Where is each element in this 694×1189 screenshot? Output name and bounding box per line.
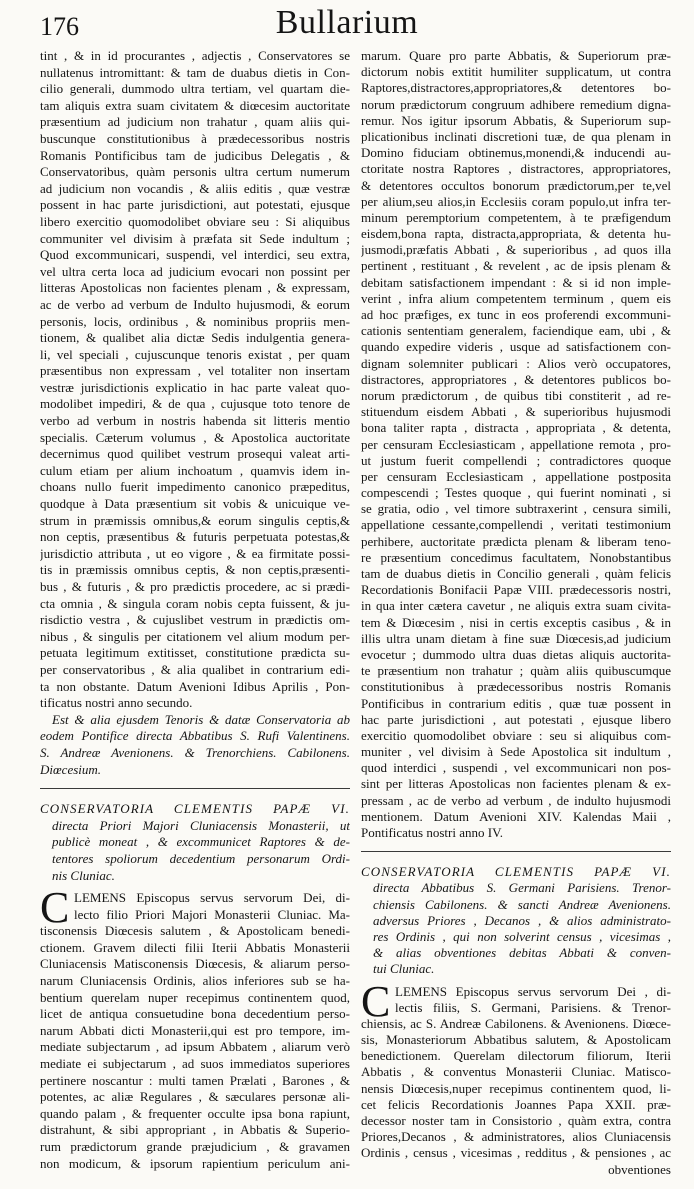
text-line: perhibere, auctoritate prædicta plenam & liberam teno- <box>361 533 671 549</box>
text-line: per alium,seu alios,in Ecclesiis coram populo,ut infra ter- <box>361 193 671 209</box>
text-line: compescendi ; Testes quoque , qui fuerint nominati , si <box>361 485 671 501</box>
text-line: petuata legitimum extitisset, constitutione prædicta su- <box>40 645 350 661</box>
document-heading <box>40 801 350 884</box>
document-body <box>361 976 671 1178</box>
text-line: te præsentium non trahatur ; quàm aliis quibuscumque <box>361 663 671 679</box>
note-line: S. Andreæ Avenionens. & Trenorchiens. Cabilonens. <box>40 744 350 760</box>
text-line: per censuram Ecclesiasticam , appellatione postposita <box>361 468 671 484</box>
text-line: decernimus quod quilibet vestrum prosequi valeat arti- <box>40 446 350 462</box>
text-line: choans nullo fuerit impedimento canonico præpeditus, <box>40 479 350 495</box>
body-lines <box>40 883 350 1172</box>
heading-line: directa Priori Majori Cluniacensis Monasterii, ut <box>52 817 350 833</box>
text-line: dignam solemniter publicari : Alios verò occupatores, <box>361 355 671 371</box>
drop-cap-initial: C <box>40 883 70 933</box>
body-line: pertinere noscantur : multi tamen Prælati , Barones , & <box>40 1072 350 1088</box>
text-line: præsentibus non expressam , vel totaliter non insertam <box>40 363 350 379</box>
heading-line: publicè moneat , & excommunicet Raptores & de- <box>52 834 350 850</box>
text-line: quando expedire videris , usque ad satisfactionem con- <box>361 339 671 355</box>
body-line: benedictionem. Querelam dilectorum filiorum, Iterii <box>361 1048 671 1064</box>
text-line: norum prædictorum congruum adhibere remedium digna- <box>361 96 671 112</box>
text-line: quodque à Data præsentium sit vobis & unicuique ve- <box>40 496 350 512</box>
body-line: ctionem. Gravem dilecti filii Iterii Abbatis Monasterii <box>40 939 350 955</box>
heading-line: chiensis Cabilonens. & sancti Andreæ Avenionens. <box>373 896 671 912</box>
text-line: cilio generali, dummodo ultra tertiam, vel quartam die- <box>40 81 350 97</box>
text-line: mentionem. Datum Avenioni XIV. Kalendas Maii , <box>361 808 671 824</box>
body-line: cet felicis Recordationis Joannes Papa XXII. præ- <box>361 1096 671 1112</box>
text-line: remur. Nos igitur ipsorum Abbatis, & Superiorum sup- <box>361 112 671 128</box>
text-line: ta non obstante. Datum Avenioni Idibus Aprilis , Pon- <box>40 678 350 694</box>
body-line: rum prædictorum grande præjudicium , & gravamen <box>40 1139 350 1154</box>
text-line: tis in præmissis omnibus ceptis, & non ceptis,præsenti- <box>40 562 350 578</box>
heading-line: tui Cluniac. <box>373 961 435 977</box>
text-line: vel ultra certa loca ad judicium evocari non possint per <box>40 263 350 279</box>
body-line: tisconensis Diœcesis salutem , & Apostolicam benedi- <box>40 923 350 939</box>
text-line: stituendum eisdem Abbati , & superioribus hujusmodi <box>361 404 671 420</box>
text-line: tam de duabus dietis in Concilio generali , quàm felicis <box>361 566 671 581</box>
text-line: nibus , & singulis per citationem vel alium modum per- <box>40 628 350 644</box>
text-line: quod interdici , suspendi , vel excommunicari non pos- <box>361 760 671 776</box>
text-line: Recordationis Bonifacii Papæ VIII. prædecessoris nostri, <box>361 582 671 598</box>
text-line: præsentium ad judicium non trahatur , quam aliis qui- <box>40 114 350 130</box>
text-line: eisdem,bona rapta, distracta,appropriata, & detenta hu- <box>361 226 671 242</box>
text-line: ut justum fuerit compellendi ; contradictores quoque <box>361 452 671 468</box>
text-line: illis ultra unam dietam à fine suæ Diœcesis,ad judicium <box>361 630 671 646</box>
text-line: non ceptis, præsentibus & futuris perpetuata potestas,& <box>40 529 350 545</box>
body-line: potentes, ac aliæ Regulares , & sæculares personæ ali- <box>40 1089 350 1105</box>
text-line: communiter vel divisim à præfata sit Sede indultum ; <box>40 230 350 246</box>
body-line: non modicum, & ipsorum rapientium periculum ani- <box>40 1155 350 1171</box>
body-line: Abbatis , & conventus Monasterii Cluniac. Matisco- <box>361 1064 671 1080</box>
heading-lines <box>40 818 350 884</box>
heading-line: directa Abbatibus S. Germani Parisiens. Trenor- <box>373 880 671 896</box>
text-line: in qua inter cætera cavetur , ne aliquis extra suam civita- <box>361 598 671 614</box>
text-line: possent in hac parte jurisdictioni, aut potestati, ejusque <box>40 197 350 213</box>
text-line: Romanis Pontificibus tam de judicibus Delegatis , & <box>40 147 350 163</box>
note-line: Est & alia ejusdem Tenoris & datæ Conservatoria ab <box>52 711 350 727</box>
text-line: tem & Diœcesim , nisi in certis exceptis casibus , & in <box>361 614 671 630</box>
text-line: bus , & futuris , & pro prædictis procedere, ac si prædi- <box>40 579 350 594</box>
text-line: se gratia, odio , vel timore subtraxerint , censura simili, <box>361 501 671 517</box>
text-line: hac parte jurisdictioni , aut potestati , ejusque libero <box>361 711 671 727</box>
text-line: Quod excommunicari, suspendi, vel interdici, seu extra, <box>40 247 350 263</box>
text-line: tificatus nostri anno secundo. <box>40 695 193 711</box>
text-line: Conservatoribus, quàm personis ultra certum numerum <box>40 164 350 180</box>
text-line: libero exercitio quomodolibet obviare seu : Si aliquibus <box>40 213 350 229</box>
text-line: verint , infra alium competentem terminum , quem eis <box>361 290 671 306</box>
body-line: lecto filio Priori Majori Monasterii Cluniac. Ma- <box>74 906 350 922</box>
section-rule <box>40 788 350 789</box>
text-line: muniter , vel divisim à Sede Apostolica sit indultum , <box>361 744 671 760</box>
text-line: ad hoc præfiges, ex tunc in eos proferendi excommuni- <box>361 307 671 322</box>
body-line: LEMENS Episcopus servus servorum Dei, di- <box>74 890 350 906</box>
text-line: pertinent , restituant , & revelent , ac de ipsis plenam & <box>361 258 671 274</box>
body-line: chiensis, ac S. Andreæ Cabilonens. & Avenionens. Diœce- <box>361 1015 671 1031</box>
text-line: dictorum nobis extitit humiliter supplicatum, ut contra <box>361 64 671 80</box>
text-line: sint per litteras Apostolicas non facientes plenam & ex- <box>361 776 671 792</box>
text-line: modolibet impediri, & de qua , cujusque toto tenore de <box>40 396 350 412</box>
editorial-note <box>40 712 350 778</box>
left-column <box>40 48 350 1172</box>
text-line: tam aliquis extra suam civitatem & diœcesim auctoritate <box>40 97 350 113</box>
body-line: bentium querelam nuper recepimus continentem quod, <box>40 989 350 1005</box>
document-body <box>40 883 350 1172</box>
text-line: specialis. Cæterum volumus , & Apostolica auctoritate <box>40 429 350 445</box>
note-line: Diœcesium. <box>40 761 102 777</box>
body-line: quando palam , & frequenter occulte ipsa bona rapiunt, <box>40 1105 350 1121</box>
body-line: decessor noster tam in Consistorio , quàm extra, contra <box>361 1113 671 1128</box>
body-line: lectis filiis, S. Germani, Parisiens. & Trenor- <box>395 999 671 1015</box>
body-line: mediate ei subjectarum , ad suos immediatos superiores <box>40 1056 350 1072</box>
page-number: 176 <box>40 12 79 41</box>
text-line: constitutionibus à prædecessoribus nostris Romanis <box>361 679 671 695</box>
body-line: narum Abbati dicti Monasterii,qui est pro tempore, im- <box>40 1022 350 1038</box>
continued-text <box>40 48 350 712</box>
text-line: norum prædictorum , de quibus tibi constiterit , ad re- <box>361 387 671 403</box>
text-line: distractores, appropriatores , & detentores publicos bo- <box>361 371 671 387</box>
note-line: eodem Pontifice directa Abbatibus S. Rufi Valentinens. <box>40 728 350 744</box>
body-line: sis, Monasteriorum Abbatibus salutem, & Apostolicam <box>361 1032 671 1048</box>
text-line: litteras Apostolicas non facientes plenam , & expressam, <box>40 280 350 296</box>
heading-line: tentores spoliorum decedentium personarum Ordi- <box>52 850 350 866</box>
text-line: nullatenus intromittant: & tam de duabus dietis in Con- <box>40 64 350 80</box>
catchword: obventiones <box>608 1161 671 1177</box>
text-line: & detentores occultos bonorum prædictorum,per te,vel <box>361 177 671 193</box>
text-line: ad judicium non vocandis , & aliis editis , quæ vestræ <box>40 180 350 196</box>
continued-text <box>361 48 671 841</box>
text-line: Domino fiduciam obtinemus,monendi,& inducendi au- <box>361 145 671 161</box>
text-line: strum in præmissis omnibus,& eorum singulis ceptis,& <box>40 512 350 528</box>
text-line: debitam satisfactionem impendant : & si id non imple- <box>361 274 671 290</box>
text-line: tint , & in id procurantes , adjectis , Conservatores se <box>40 48 350 63</box>
body-line: Cluniacensis Matisconensis Diœcesis, & aliarum perso- <box>40 956 350 972</box>
body-line: narum Cluniacensis Ordinis, alios inferiores sub se ha- <box>40 973 350 989</box>
body-line: Ordinis , census , vicesimas , redditus , & pensiones , ac <box>361 1145 671 1161</box>
text-line: ctoritate nostra Raptores , distractores, appropriatores, <box>361 161 671 177</box>
right-column <box>361 48 671 1178</box>
text-line: vestræ jurisdictionis explicatio in hac parte valeat quo- <box>40 379 350 395</box>
text-line: appellatione cessante,compellendi , veritati testimonium <box>361 517 671 533</box>
text-line: per conservatoribus , & alia qualibet in contrarium edi- <box>40 661 350 677</box>
text-line: culum etiam per alium inchoatum , quamvis idem in- <box>40 462 350 478</box>
section-rule <box>361 851 671 852</box>
running-title: Bullarium <box>275 4 419 41</box>
body-line: licet de antiqua consuetudine bona decedentium perso- <box>40 1006 350 1022</box>
text-line: Raptores,distractores,appropriatores,& detentores bo- <box>361 80 671 96</box>
text-line: pressam , ac de verbo ad verbum , de indulto hujusmodi <box>361 792 671 808</box>
text-line: jurisdictio attributa , ut eo vigore , & ea firmitate possi- <box>40 545 350 561</box>
body-line: Priores,Decanos , & administratores, alios Cluniacensis <box>361 1129 671 1145</box>
body-line: LEMENS Episcopus servus servorum Dei , di- <box>395 983 671 999</box>
text-line: Pontificibus in contrarium editis , quæ tuæ possent in <box>361 695 671 711</box>
text-line: tionem, & qualibet alia dictæ Sedis indulgentia genera- <box>40 330 350 346</box>
document-heading <box>361 864 671 977</box>
heading-line: res Ordinis , qui non solverint census , vicesimas , <box>373 928 671 944</box>
text-line: re præsentium concedimus facultatem, Nonobstantibus <box>361 549 671 565</box>
text-line: ac de verbo ad verbum de Indulto hujusmodi, & eorum <box>40 296 350 312</box>
text-line: bona taliter rapta , distracta , appropriata , & detenta, <box>361 420 671 436</box>
drop-cap-initial: C <box>361 976 391 1026</box>
text-line: minum peremptorium competentem, à te præfigendum <box>361 209 671 225</box>
text-line: plicationibus inclinati discretioni tuæ, de qua plenam in <box>361 128 671 144</box>
document-title: CONSERVATORIA CLEMENTIS PAPÆ VI. <box>40 801 350 817</box>
text-line: jusmodi,præfatis Abbati , & superioribus , ad quos illa <box>361 242 671 258</box>
text-line: evocetur ; dummodo ultra duas dietas aliquis auctorita- <box>361 646 671 662</box>
text-line: risdictio vestra , & cujuslibet vestrum in prædictis om- <box>40 612 350 628</box>
text-line: personis, locis, ordinibus , & nominibus propriis men- <box>40 313 350 329</box>
text-line: li, vel speciali , cujuscunque tenoris existat , per quam <box>40 346 350 362</box>
heading-line: adversus Priores , Decanos , & alios administrato- <box>373 912 671 928</box>
text-line: exercitio quomodolibet obviare : seu si aliquibus com- <box>361 727 671 743</box>
text-line: per censuram Ecclesiasticam , appellatione remota , pro- <box>361 436 671 452</box>
document-title: CONSERVATORIA CLEMENTIS PAPÆ VI. <box>361 864 671 880</box>
text-line: marum. Quare pro parte Abbatis, & Superiorum præ- <box>361 48 671 63</box>
text-line: cta omnia , & singula coram nobis cepta fuissent, & ju- <box>40 595 350 611</box>
heading-line: nis Cluniac. <box>52 867 115 883</box>
text-line: buscunque constitutionibus à prædecessoribus nostris <box>40 130 350 146</box>
body-line: distrahunt, & sibi appropriant , in Abbatis & Superio- <box>40 1122 350 1138</box>
body-line: nensis Diœcesis,nuper recepimus continentem quod, li- <box>361 1080 671 1096</box>
text-line: verbo ad verbum in nostris habenda sit litteris mentio <box>40 413 350 429</box>
heading-line: & alias obventiones debitas Abbati & conven- <box>373 945 671 961</box>
text-line: Pontificatus nostri anno IV. <box>361 825 504 840</box>
body-lines <box>361 976 671 1162</box>
text-line: cationis sententiam generalem, faciendique eam, ubi , & <box>361 323 671 339</box>
heading-lines <box>361 880 671 977</box>
body-line: mediate subjectarum , ad ipsum Abbatem , aliarum verò <box>40 1039 350 1055</box>
